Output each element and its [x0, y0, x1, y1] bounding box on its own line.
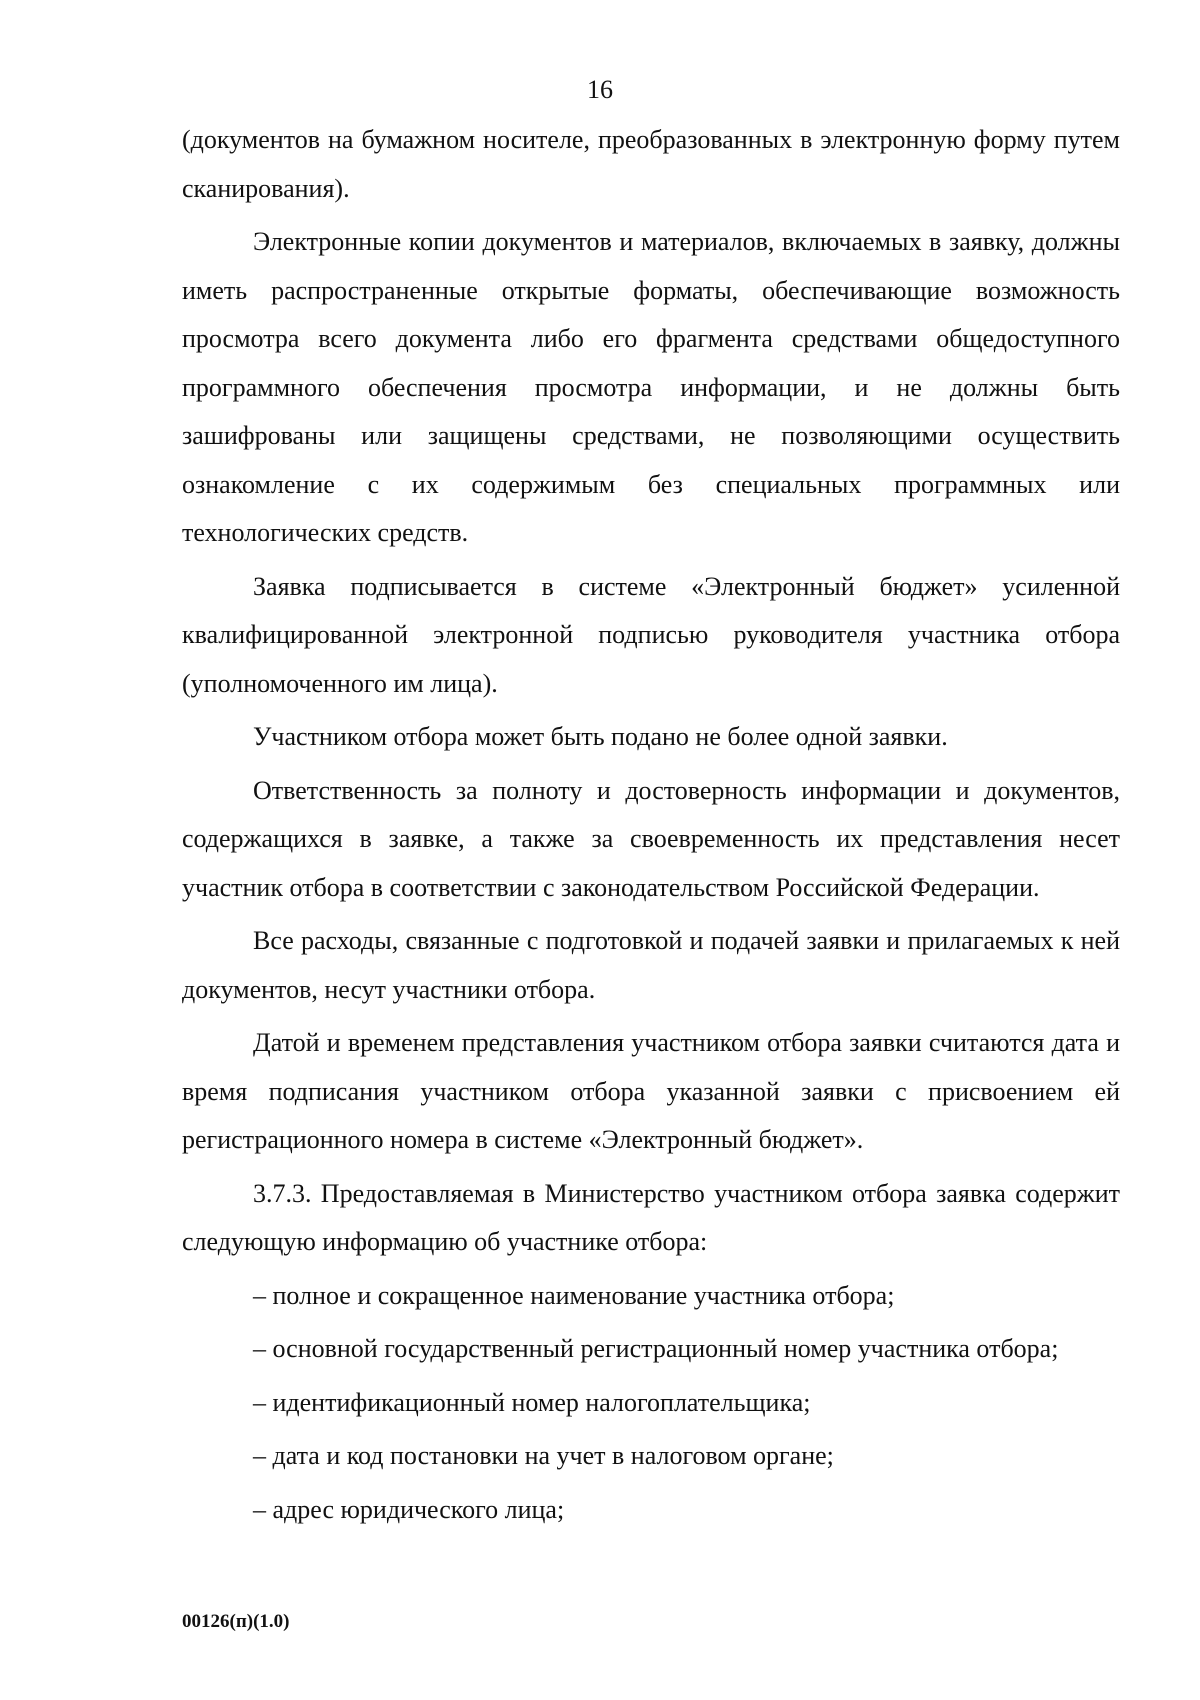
paragraph-2: Электронные копии документов и материалов, включаемых в заявку, должны иметь распространенные открытые форматы, обеспечивающие возможность просмотра всего документа либо его фрагмента средствами общедоступного программного обеспечения просмотра информации, и не должны быть зашифрованы или защищены средствами, не позволяющими осуществить ознакомление с их содержимым без специальных программных или технологических средств.: [182, 227, 1120, 547]
list-item: – идентификационный номер налогоплательщика;: [253, 1387, 811, 1417]
document-code: 00126(п)(1.0): [182, 1611, 290, 1632]
paragraph-8: 3.7.3. Предоставляемая в Министерство участником отбора заявка содержит следующую информацию об участнике отбора:: [182, 1178, 1120, 1256]
paragraph-6: Все расходы, связанные с подготовкой и подачей заявки и прилагаемых к ней документов, несут участники отбора.: [182, 926, 1120, 1004]
paragraph-7: Датой и временем представления участником отбора заявки считаются дата и время подписания участником отбора указанной заявки с присвоением ей регистрационного номера в системе «Электронный бюджет».: [182, 1028, 1120, 1154]
list-item: – адрес юридического лица;: [253, 1494, 565, 1524]
document-body: [182, 116, 1120, 1539]
list-item: – дата и код постановки на учет в налоговом органе;: [253, 1441, 834, 1470]
paragraph-1: (документов на бумажном носителе, преобразованных в электронную форму путем сканирования).: [182, 125, 1120, 203]
list-item: – основной государственный регистрационный номер участника отбора;: [253, 1334, 1059, 1363]
paragraph-3: Заявка подписывается в системе «Электронный бюджет» усиленной квалифицированной электронной подписью руководителя участника отбора (уполномоченного им лица).: [182, 571, 1120, 698]
list-item: – полное и сокращенное наименование участника отбора;: [253, 1280, 895, 1310]
info-list: [182, 1272, 1120, 1535]
paragraph-5: Ответственность за полноту и достоверность информации и документов, содержащихся в заявке, а также за своевременность их представления несет участник отбора в соответствии с законодательством Российской Федерации.: [182, 775, 1120, 902]
paragraph-4: Участником отбора может быть подано не более одной заявки.: [253, 722, 948, 751]
page-number: 16: [587, 75, 613, 104]
